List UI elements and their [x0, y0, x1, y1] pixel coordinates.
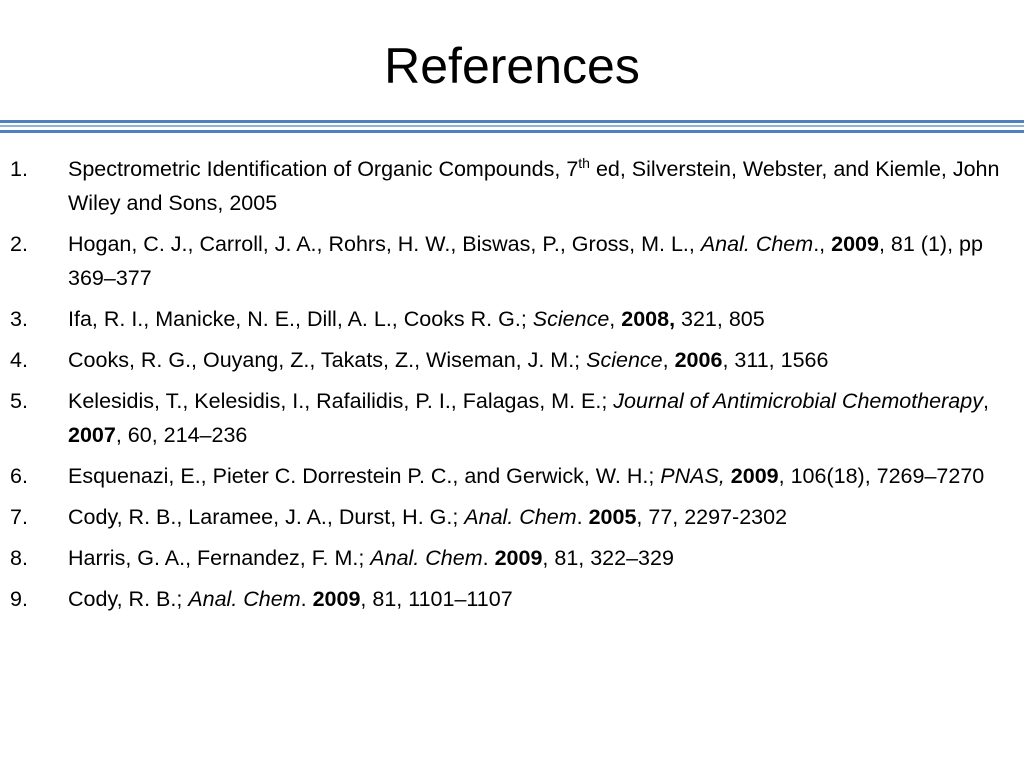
reference-number: 8. [10, 546, 28, 570]
reference-text-segment: Hogan, C. J., Carroll, J. A., Rohrs, H. W., Biswas, P., Gross, M. L., [68, 232, 701, 256]
reference-text-segment: Science [532, 307, 610, 331]
reference-text-segment: Esquenazi, E., Pieter C. Dorrestein P. C., and Gerwick, W. H.; [68, 464, 661, 488]
reference-number: 3. [10, 307, 28, 331]
reference-text-segment: Cody, R. B.; [68, 587, 189, 611]
reference-text-segment: 2009 [312, 587, 361, 611]
reference-text-segment: Ifa, R. I., Manicke, N. E., Dill, A. L., Cooks R. G.; [68, 307, 533, 331]
reference-text [68, 546, 674, 570]
reference-text-segment: Cooks, R. G., Ouyang, Z., Takats, Z., Wiseman, J. M.; [68, 348, 587, 372]
reference-text-segment: Anal. Chem [464, 505, 577, 529]
reference-text-segment: , 311, 1566 [722, 348, 829, 372]
reference-item [0, 152, 1010, 220]
reference-text-segment: 2007 [68, 423, 116, 447]
reference-text-segment: Anal. Chem [188, 587, 301, 611]
reference-text-segment: ed, Silverstein, Webster, and Kiemle, John Wiley and Sons, 2005 [68, 157, 1000, 215]
reference-text-segment: ., [813, 232, 832, 256]
reference-text-segment: 2006 [674, 348, 723, 372]
title-divider-middle [0, 125, 1024, 127]
reference-text-segment: Harris, G. A., Fernandez, F. M.; [68, 546, 371, 570]
reference-text [68, 464, 984, 488]
reference-text [68, 505, 787, 529]
reference-item [0, 582, 1010, 616]
reference-item [0, 459, 1010, 493]
reference-item [0, 384, 1010, 452]
reference-number: 1. [10, 157, 28, 181]
reference-text-segment: Anal. Chem [370, 546, 483, 570]
reference-list [0, 152, 1010, 623]
reference-text [68, 389, 989, 447]
reference-text-segment: PNAS, [660, 464, 725, 488]
reference-text [68, 232, 983, 290]
reference-text-segment: 2009 [831, 232, 879, 256]
reference-text-segment: Anal. Chem [700, 232, 814, 256]
reference-item [0, 227, 1010, 295]
reference-text-segment: 2005 [588, 505, 637, 529]
reference-text-segment: . [482, 546, 495, 570]
reference-text [68, 307, 765, 331]
reference-text-segment: , [609, 307, 622, 331]
reference-number: 6. [10, 464, 28, 488]
reference-text-segment: th [578, 154, 590, 171]
title-divider-bottom [0, 130, 1024, 133]
title-divider-top [0, 120, 1024, 123]
reference-text-segment: Journal of Antimicrobial Chemotherapy [613, 389, 983, 413]
reference-item [0, 500, 1010, 534]
reference-number: 5. [10, 389, 28, 413]
reference-text-segment: . [576, 505, 589, 529]
reference-text-segment: , 81 (1), pp 369–377 [68, 232, 983, 290]
reference-number: 2. [10, 232, 28, 256]
reference-item [0, 343, 1010, 377]
reference-text-segment: , 81, 322–329 [542, 546, 674, 570]
reference-number: 9. [10, 587, 28, 611]
reference-text-segment: , 60, 214–236 [115, 423, 248, 447]
reference-text-segment: . [300, 587, 313, 611]
reference-text-segment: , 81, 1101–1107 [360, 587, 513, 611]
reference-text-segment: Science [586, 348, 663, 372]
reference-text [68, 348, 828, 372]
reference-text-segment: , 106(18), 7269–7270 [778, 464, 985, 488]
reference-text-segment: , [982, 389, 989, 413]
reference-text-segment: 2008, [621, 307, 676, 331]
reference-text-segment: 321, 805 [675, 307, 765, 331]
reference-text-segment: Kelesidis, T., Kelesidis, I., Rafailidis, P. I., Falagas, M. E.; [68, 389, 614, 413]
page-title: References [384, 38, 640, 94]
reference-text [68, 154, 1000, 215]
reference-text [68, 587, 513, 611]
reference-number: 7. [10, 505, 28, 529]
reference-text-segment: Cody, R. B., Laramee, J. A., Durst, H. G.; [68, 505, 465, 529]
reference-text-segment: 2009 [494, 546, 543, 570]
reference-text-segment: 2009 [730, 464, 779, 488]
reference-item [0, 302, 1010, 336]
reference-text-segment: , 77, 2297-2302 [636, 505, 788, 529]
reference-text-segment: , [662, 348, 675, 372]
reference-number: 4. [10, 348, 28, 372]
reference-item [0, 541, 1010, 575]
reference-text-segment: Spectrometric Identification of Organic Compounds, 7 [68, 157, 579, 181]
